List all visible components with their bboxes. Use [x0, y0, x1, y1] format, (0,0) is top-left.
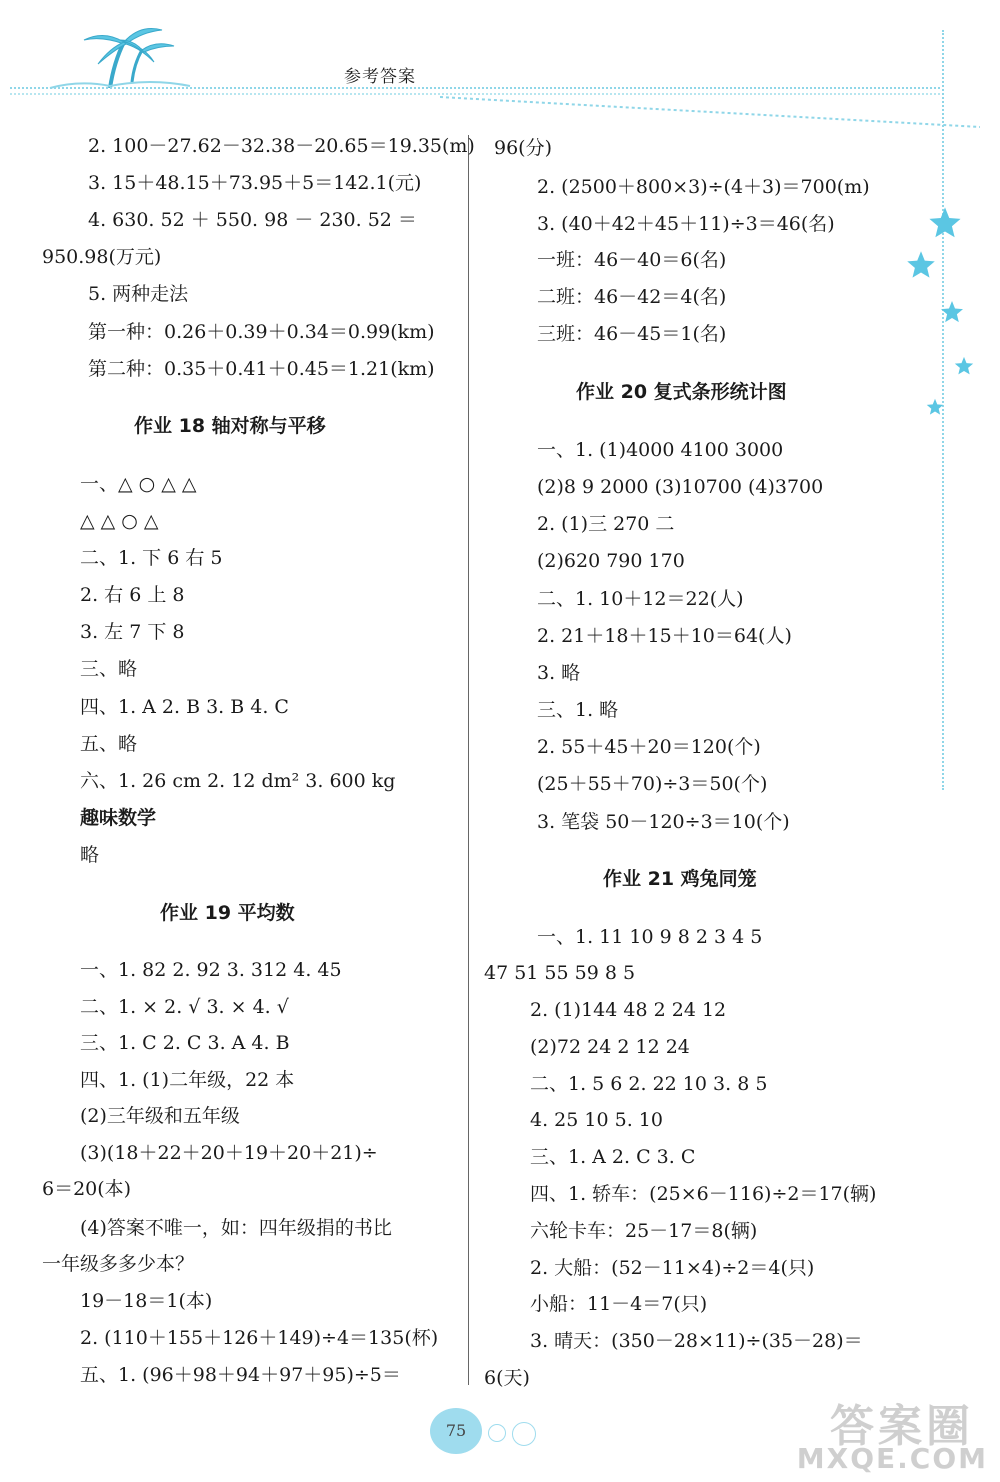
answer-line: 二、1. 下 6 右 5: [80, 547, 223, 569]
answer-line: 4. 630. 52 ＋ 550. 98 － 230. 52 ＝: [88, 209, 417, 231]
star-icon: [926, 398, 944, 416]
answer-line: (2)8 9 2000 (3)10700 (4)3700: [537, 476, 824, 498]
page-number: 75: [430, 1408, 482, 1454]
answer-line: 一、1. 11 10 9 8 2 3 4 5: [537, 926, 763, 948]
palm-tree-icon: [40, 22, 200, 92]
answer-line: △ △ ○ △: [80, 510, 159, 532]
answer-line: 五、略: [80, 733, 138, 755]
header-diagonal-line: [440, 95, 980, 131]
watermark-logo: [698, 1390, 988, 1480]
answer-line: 3. 略: [537, 662, 581, 684]
bubble-decoration: [512, 1422, 536, 1446]
answer-line: 一、1. 82 2. 92 3. 312 4. 45: [80, 959, 342, 981]
answer-line: 六轮卡车：25－17＝8(辆): [530, 1220, 758, 1242]
answer-line: 47 51 55 59 8 5: [484, 962, 636, 984]
answer-line: 三班：46－45＝1(名): [537, 323, 727, 345]
answer-line: 二班：46－42＝4(名): [537, 286, 727, 308]
star-icon: [954, 356, 974, 376]
star-icon: [940, 300, 964, 324]
answer-line: (2)620 790 170: [537, 550, 685, 572]
section-heading: 作业 21 鸡兔同笼: [603, 868, 757, 890]
answer-line: 四、1. (1)二年级，22 本: [80, 1069, 295, 1091]
answer-line: 第一种：0.26＋0.39＋0.34＝0.99(km): [88, 321, 435, 343]
answer-line: 略: [80, 844, 100, 866]
answer-line: 一、1. (1)4000 4100 3000: [537, 439, 784, 461]
answer-line: 3. 左 7 下 8: [80, 621, 185, 643]
answer-line: 950.98(万元): [42, 246, 162, 268]
answer-line: 3. 15＋48.15＋73.95＋5＝142.1(元): [88, 172, 422, 194]
answer-line: 96(分): [494, 137, 553, 159]
answer-line: 5. 两种走法: [88, 283, 189, 305]
answer-line: 2. (2500＋800×3)÷(4＋3)＝700(m): [537, 176, 870, 198]
answer-line: 3. (40＋42＋45＋11)÷3＝46(名): [537, 213, 835, 235]
star-icon: [928, 206, 962, 240]
answer-line: 2. 100－27.62－32.38－20.65＝19.35(m): [88, 135, 475, 157]
answer-line: (2)72 24 2 12 24: [530, 1036, 690, 1058]
subheading: 趣味数学: [80, 807, 157, 829]
section-heading: 作业 20 复式条形统计图: [576, 381, 787, 403]
answer-line: 2. 55＋45＋20＝120(个): [537, 736, 761, 758]
answer-line: 三、略: [80, 658, 138, 680]
answer-line: (2)三年级和五年级: [80, 1105, 240, 1127]
answer-line: 三、1. 略: [537, 699, 619, 721]
answer-line: 四、1. A 2. B 3. B 4. C: [80, 696, 289, 718]
answer-line: 2. (1)三 270 二: [537, 513, 675, 535]
answer-line: 4. 25 10 5. 10: [530, 1109, 663, 1131]
answer-line: 五、1. (96＋98＋94＋97＋95)÷5＝: [80, 1364, 401, 1386]
answer-line: 第二种：0.35＋0.41＋0.45＝1.21(km): [88, 358, 435, 380]
answer-line: 3. 晴天：(350－28×11)÷(35－28)＝: [530, 1330, 863, 1352]
column-divider: [468, 135, 469, 1385]
answer-line: 19－18＝1(本): [80, 1290, 213, 1312]
answer-line: 6＝20(本): [42, 1178, 132, 1200]
header-divider: [10, 87, 940, 89]
answer-line: 2. 大船：(52－11×4)÷2＝4(只): [530, 1257, 815, 1279]
answer-line: 一、△ ○ △ △: [80, 473, 197, 495]
answer-line: 2. 21＋18＋15＋10＝64(人): [537, 625, 792, 647]
answer-line: 三、1. A 2. C 3. C: [530, 1146, 696, 1168]
answer-line: 六、1. 26 cm 2. 12 dm² 3. 600 kg: [80, 770, 396, 792]
bubble-decoration: [488, 1424, 506, 1442]
answer-line: 2. 右 6 上 8: [80, 584, 185, 606]
answer-line: 6(天): [484, 1367, 530, 1389]
answer-line: 小船：11－4＝7(只): [530, 1293, 708, 1315]
answer-line: 一年级多多少本？: [42, 1253, 195, 1275]
page-header-title: 参考答案: [344, 67, 416, 87]
answer-line: 二、1. 10＋12＝22(人): [537, 588, 744, 610]
answer-line: (25＋55＋70)÷3＝50(个): [537, 773, 768, 795]
answer-line: (3)(18＋22＋20＋19＋20＋21)÷: [80, 1142, 378, 1164]
answer-line: 一班：46－40＝6(名): [537, 249, 727, 271]
answer-line: 2. (110＋155＋126＋149)÷4＝135(杯): [80, 1327, 439, 1349]
answer-line: 四、1. 轿车：(25×6－116)÷2＝17(辆): [530, 1183, 877, 1205]
watermark-url: MXQE.COM: [796, 1442, 988, 1475]
answer-line: 三、1. C 2. C 3. A 4. B: [80, 1032, 290, 1054]
answer-line: (4)答案不唯一，如：四年级捐的书比: [80, 1217, 392, 1239]
answer-line: 3. 笔袋 50－120÷3＝10(个): [537, 811, 790, 833]
section-heading: 作业 18 轴对称与平移: [134, 415, 326, 437]
section-heading: 作业 19 平均数: [160, 902, 295, 924]
answer-line: 2. (1)144 48 2 24 12: [530, 999, 727, 1021]
page-header: [0, 0, 1000, 130]
star-icon: [906, 250, 936, 280]
answer-line: 二、1. × 2. √ 3. × 4. √: [80, 996, 289, 1018]
watermark-text: 答案圈: [830, 1401, 974, 1452]
answer-line: 二、1. 5 6 2. 22 10 3. 8 5: [530, 1073, 768, 1095]
